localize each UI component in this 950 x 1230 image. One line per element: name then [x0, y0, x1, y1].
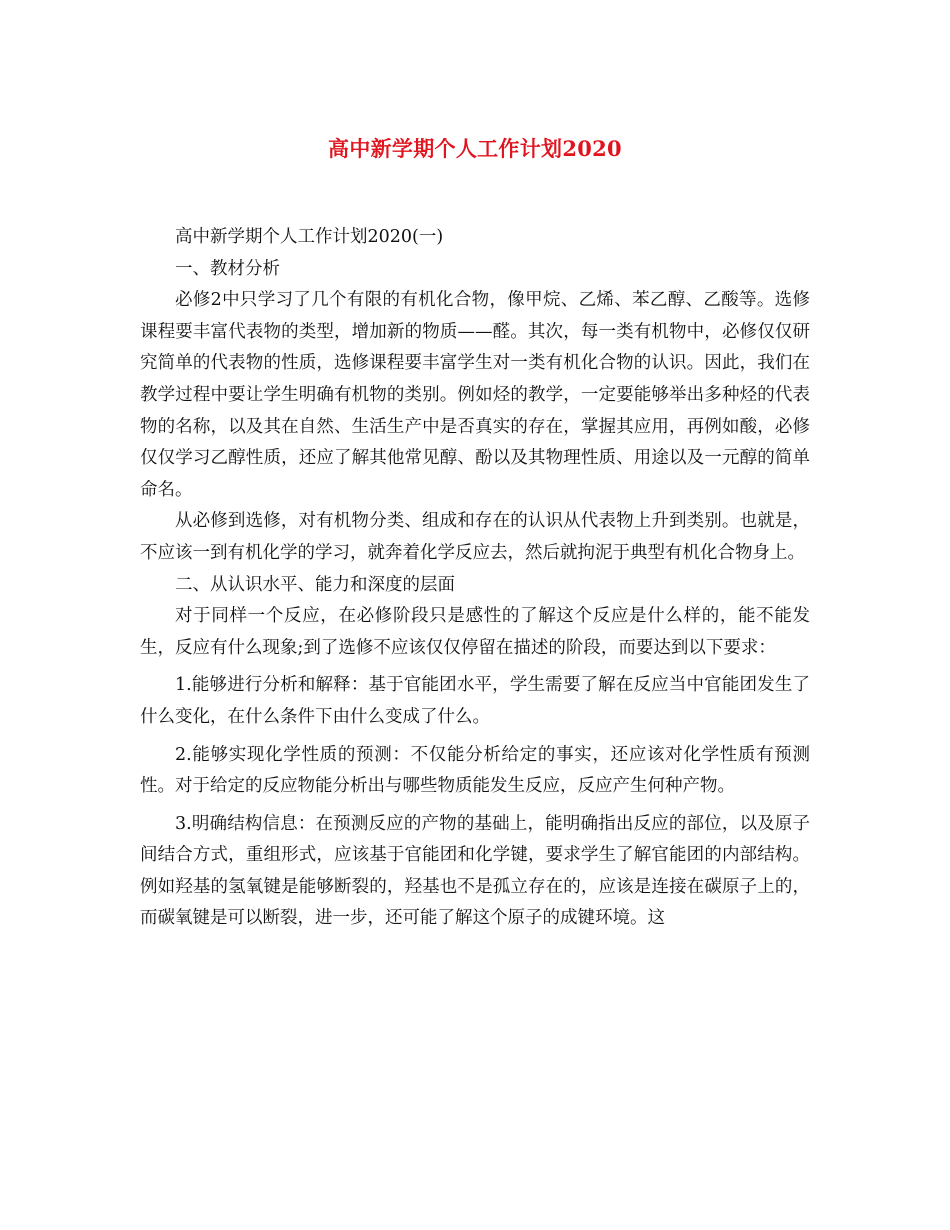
paragraph: 从必修到选修，对有机物分类、组成和存在的认识从代表物上升到类别。也就是，不应该一到有机化学的学习，就奔着化学反应去，然后就拘泥于典型有机化合物身上。 [140, 511, 810, 563]
list-item: 1.能够进行分析和解释：基于官能团水平，学生需要了解在反应当中官能团发生了什么变化，在什么条件下由什么变成了什么。 [140, 675, 810, 727]
list-item: 3.明确结构信息：在预测反应的产物的基础上，能明确指出反应的部位，以及原子间结合方式，重组形式，应该基于官能团和化学键，要求学生了解官能团的内部结构。例如羟基的氢氧键是能够断裂的，羟基也不是孤立存在的，应该是连接在碳原子上的，而碳氧键是可以断裂，进一步，还可能了解这个原子的成键环境。这 [140, 813, 810, 929]
section-heading-cognition-level: 二、从认识水平、能力和深度的层面 [175, 574, 455, 595]
list-item: 2.能够实现化学性质的预测：不仅能分析给定的事实，还应该对化学性质有预测性。对于给定的反应物能分析出与哪些物质能发生反应，反应产生何种产物。 [140, 744, 810, 797]
document-body [140, 222, 810, 935]
section-heading-textbook-analysis: 一、教材分析 [175, 258, 280, 279]
paragraph: 对于同样一个反应，在必修阶段只是感性的了解这个反应是什么样的，能不能发生，反应有什么现象;到了选修不应该仅仅停留在描述的阶段，而要达到以下要求： [140, 606, 810, 658]
section-subtitle: 高中新学期个人工作计划2020(一) [175, 227, 444, 247]
document-title: 高中新学期个人工作计划2020 [328, 136, 622, 161]
paragraph: 必修2中只学习了几个有限的有机化合物，像甲烷、乙烯、苯乙醇、乙酸等。选修课程要丰富代表物的类型，增加新的物质——醛。其次，每一类有机物中，必修仅仅研究简单的代表物的性质，选修课程要丰富学生对一类有机化合物的认识。因此，我们在教学过程中要让学生明确有机物的类别。例如烃的教学，一定要能够举出多种烃的代表物的名称，以及其在自然、生活生产中是否真实的存在，掌握其应用，再例如酸，必修仅仅学习乙醇性质，还应了解其他常见醇、酚以及其物理性质、用途以及一元醇的简单命名。 [140, 290, 810, 500]
